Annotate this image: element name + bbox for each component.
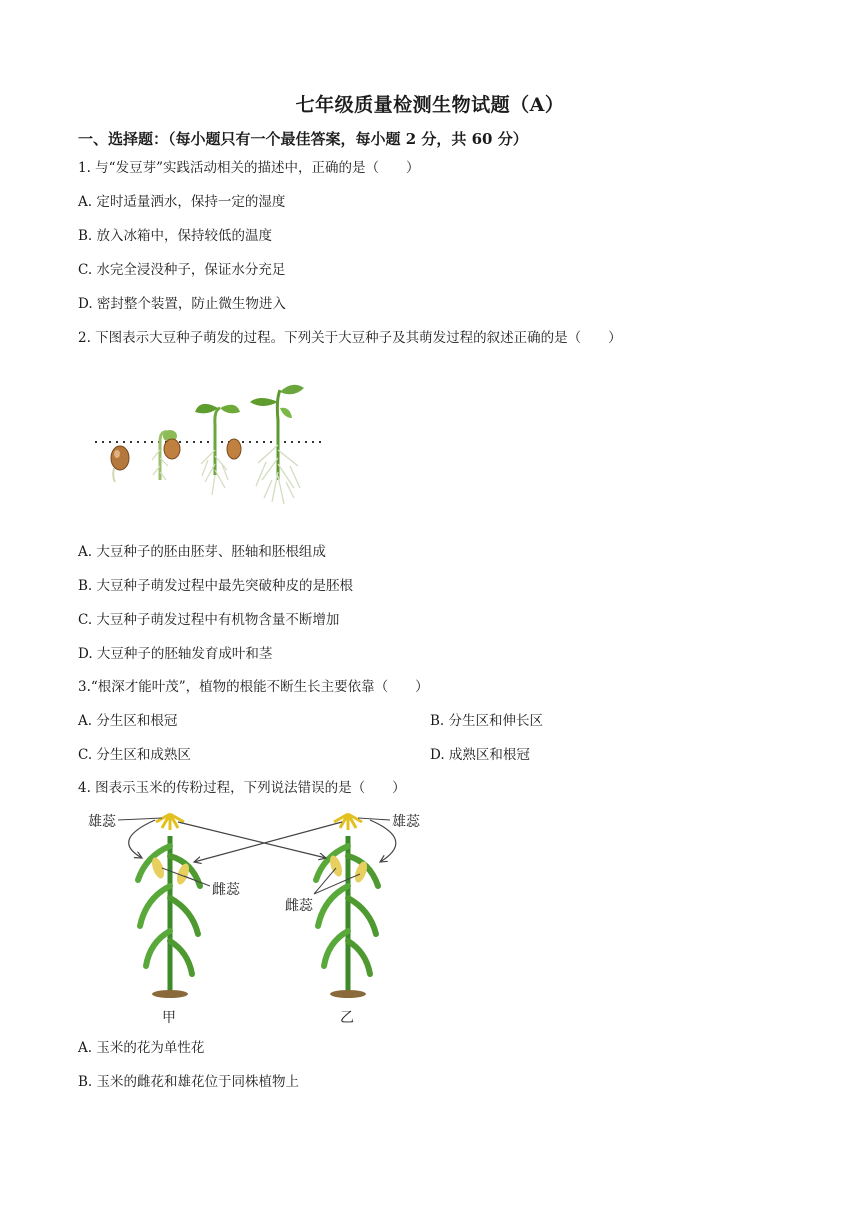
question-4-option-b: B. 玉米的雌花和雄花位于同株植物上 [78, 1074, 300, 1090]
question-2-option-d: D. 大豆种子的胚轴发育成叶和茎 [78, 646, 273, 662]
question-2-stem: 2. 下图表示大豆种子萌发的过程。下列关于大豆种子及其萌发过程的叙述正确的是（ ） [78, 330, 622, 346]
left-stamen-label: 雄蕊 [88, 814, 116, 830]
right-stamen-label: 雄蕊 [392, 814, 420, 830]
left-pistil-label: 雌蕊 [212, 882, 240, 898]
question-2-option-a: A. 大豆种子的胚由胚芽、胚轴和胚根组成 [78, 544, 326, 560]
corn-plant-right [316, 814, 378, 998]
right-pistil-label: 雌蕊 [285, 898, 313, 914]
page-title: 七年级质量检测生物试题（A） [295, 94, 565, 116]
corn-plant-left [138, 814, 200, 998]
question-1-option-b: B. 放入冰箱中，保持较低的温度 [78, 228, 273, 244]
corn-pollination-figure [80, 806, 440, 1032]
question-3-option-d: D. 成熟区和根冠 [430, 747, 530, 763]
question-1-option-d: D. 密封整个装置，防止微生物进入 [78, 296, 286, 312]
left-plant-label: 甲 [162, 1010, 176, 1026]
question-2-option-b: B. 大豆种子萌发过程中最先突破种皮的是胚根 [78, 578, 354, 594]
question-4-stem: 4. 图表示玉米的传粉过程，下列说法错误的是（ ） [78, 780, 406, 796]
question-4-option-a: A. 玉米的花为单性花 [78, 1040, 205, 1056]
question-2-option-c: C. 大豆种子萌发过程中有机物含量不断增加 [78, 612, 340, 628]
question-3-option-b: B. 分生区和伸长区 [430, 713, 544, 729]
seed-stage-2 [152, 430, 180, 480]
right-plant-label: 乙 [340, 1010, 354, 1026]
question-1-option-a: A. 定时适量洒水，保持一定的湿度 [78, 194, 286, 210]
question-1-option-c: C. 水完全浸没种子，保证水分充足 [78, 262, 286, 278]
soybean-germination-figure [90, 380, 330, 515]
seed-stage-1 [111, 446, 129, 482]
seed-stage-4 [250, 385, 304, 504]
question-3-stem: 3.“根深才能叶茂”，植物的根能不断生长主要依靠（ ） [78, 679, 429, 695]
question-3-option-a: A. 分生区和根冠 [78, 713, 178, 729]
seed-stage-3 [195, 404, 241, 495]
question-1-stem: 1. 与“发豆芽”实践活动相关的描述中，正确的是（ ） [78, 160, 420, 176]
question-3-option-c: C. 分生区和成熟区 [78, 747, 191, 763]
section-heading: 一、选择题：（每小题只有一个最佳答案，每小题 2 分，共 60 分） [78, 130, 528, 148]
